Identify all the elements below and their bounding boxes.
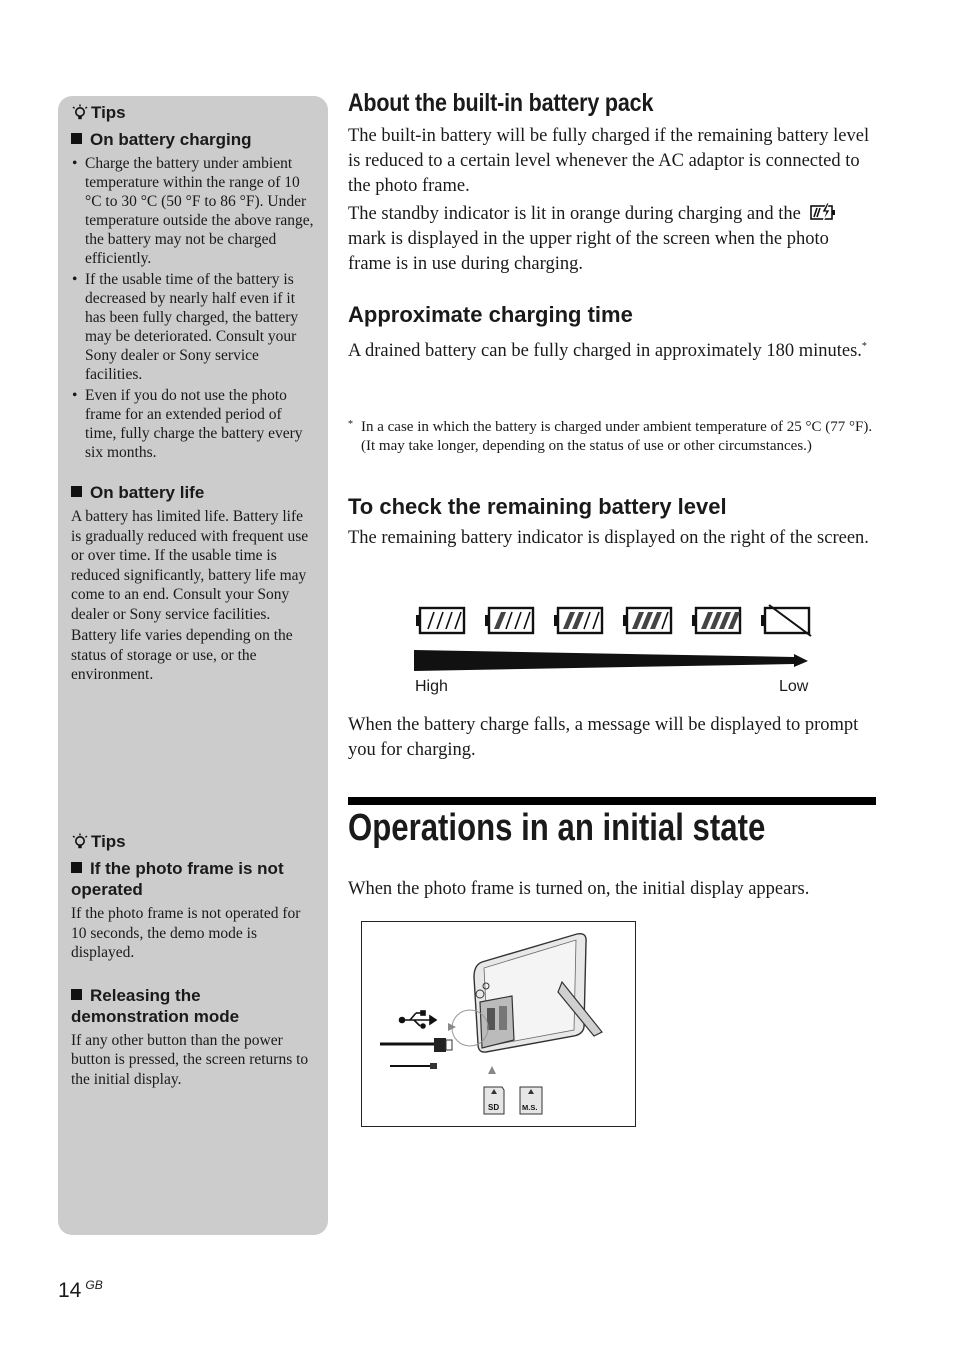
paragraph: A drained battery can be fully charged in approximately 180 minutes.* [348,341,867,362]
photo-frame-drawing [362,922,635,1126]
paragraph: When the photo frame is turned on, the initial display appears. [348,879,810,899]
charging-time-section [348,302,876,367]
footnote [348,418,876,456]
svg-text:SD: SD [488,1103,500,1112]
tips-block-demo [71,832,316,1091]
photo-frame-illustration [361,921,636,1127]
section-heading: If the photo frame is not operated [71,859,284,899]
battery-level-icon [623,608,671,633]
battery-life-text: A battery has limited life. Battery life is gradually reduced with frequent use or over time. If the usable time is reduced significantly, battery life may come to an end. Consult your Sony dealer or Sony service facilities. Battery life varies depending on the status of storage or use, or the environment. [71,508,309,683]
footnote-text: In a case in which the battery is charged under ambient temperature of 25 °C (77 °F). (It may take longer, depending on the status of use or other circumstances.) [361,419,873,454]
demo-mode-text: If the photo frame is not operated for 10 seconds, the demo mode is displayed. [71,905,301,961]
battery-level-icon [416,608,464,633]
usb-icon [400,1011,437,1028]
section-heading: About the built-in battery pack [348,89,654,117]
battery-level-icon [761,605,811,636]
svg-text:M.S.: M.S. [522,1103,538,1112]
charging-tips-list [72,154,316,462]
list-item: • Charge the battery under ambient temperature within the range of 10 °C to 30 °C (50 °F to 86 °F). Under temperature outside the above range, the battery may not be charged efficiently. [72,154,316,268]
battery-level-icon [554,608,602,633]
square-bullet-icon [71,133,82,144]
paragraph: The standby indicator is lit in orange during charging and the mark is displayed in the upper right of the screen when the photo frame is in use during charging. [348,202,876,277]
section-heading: To check the remaining battery level [348,494,727,519]
battery-level-icon [485,608,533,633]
page-title: Operations in an initial state [348,807,766,849]
low-battery-note [348,713,876,766]
high-to-low-arrow [414,650,808,671]
sd-card-icon [484,1087,504,1114]
section-heading: On battery charging [71,129,316,150]
list-item: • If the usable time of the battery is decreased by nearly half even if it has been fully charged, the battery may be deteriorated. Consult your Sony dealer or Sony service facilities. [72,270,316,384]
section-heading: On battery life [71,482,316,503]
square-bullet-icon [71,486,82,497]
battery-level-diagram [410,600,820,672]
square-bullet-icon [71,989,82,1000]
memory-stick-icon [520,1087,542,1114]
lightbulb-icon [71,104,89,122]
initial-state-section [348,877,876,905]
tips-title: Tips [71,103,316,123]
list-item: • Even if you do not use the photo frame for an extended period of time, fully charge the battery every six months. [72,386,316,462]
heading-rule [348,797,876,805]
battery-pack-section [348,89,876,280]
battery-level-section [348,494,876,554]
charging-battery-icon [809,202,837,222]
paragraph: The built-in battery will be fully charged if the remaining battery level is reduced to a certain level whenever the AC adaptor is connected to the photo frame. [348,126,870,196]
lightbulb-icon [71,833,89,851]
section-heading: Releasing the demonstration mode [71,985,240,1026]
battery-level-icon [692,608,740,633]
tips-title: Tips [71,832,316,852]
scale-low-label: Low [779,678,809,695]
section-heading: Approximate charging time [348,302,633,327]
page-suffix: GB [85,1278,103,1292]
release-demo-text: If any other button than the power button is pressed, the screen returns to the initial display. [71,1031,309,1088]
paragraph: When the battery charge falls, a message will be displayed to prompt you for charging. [348,715,859,760]
footnote-mark: * [348,419,353,430]
arrow-up-icon [488,1066,496,1074]
tips-block-battery [71,103,316,687]
paragraph: The remaining battery indicator is displayed on the right of the screen. [348,528,869,548]
square-bullet-icon [71,862,82,873]
scale-high-label: High [415,678,448,695]
page-number: 14 $^{GB}$ [58,1278,103,1302]
